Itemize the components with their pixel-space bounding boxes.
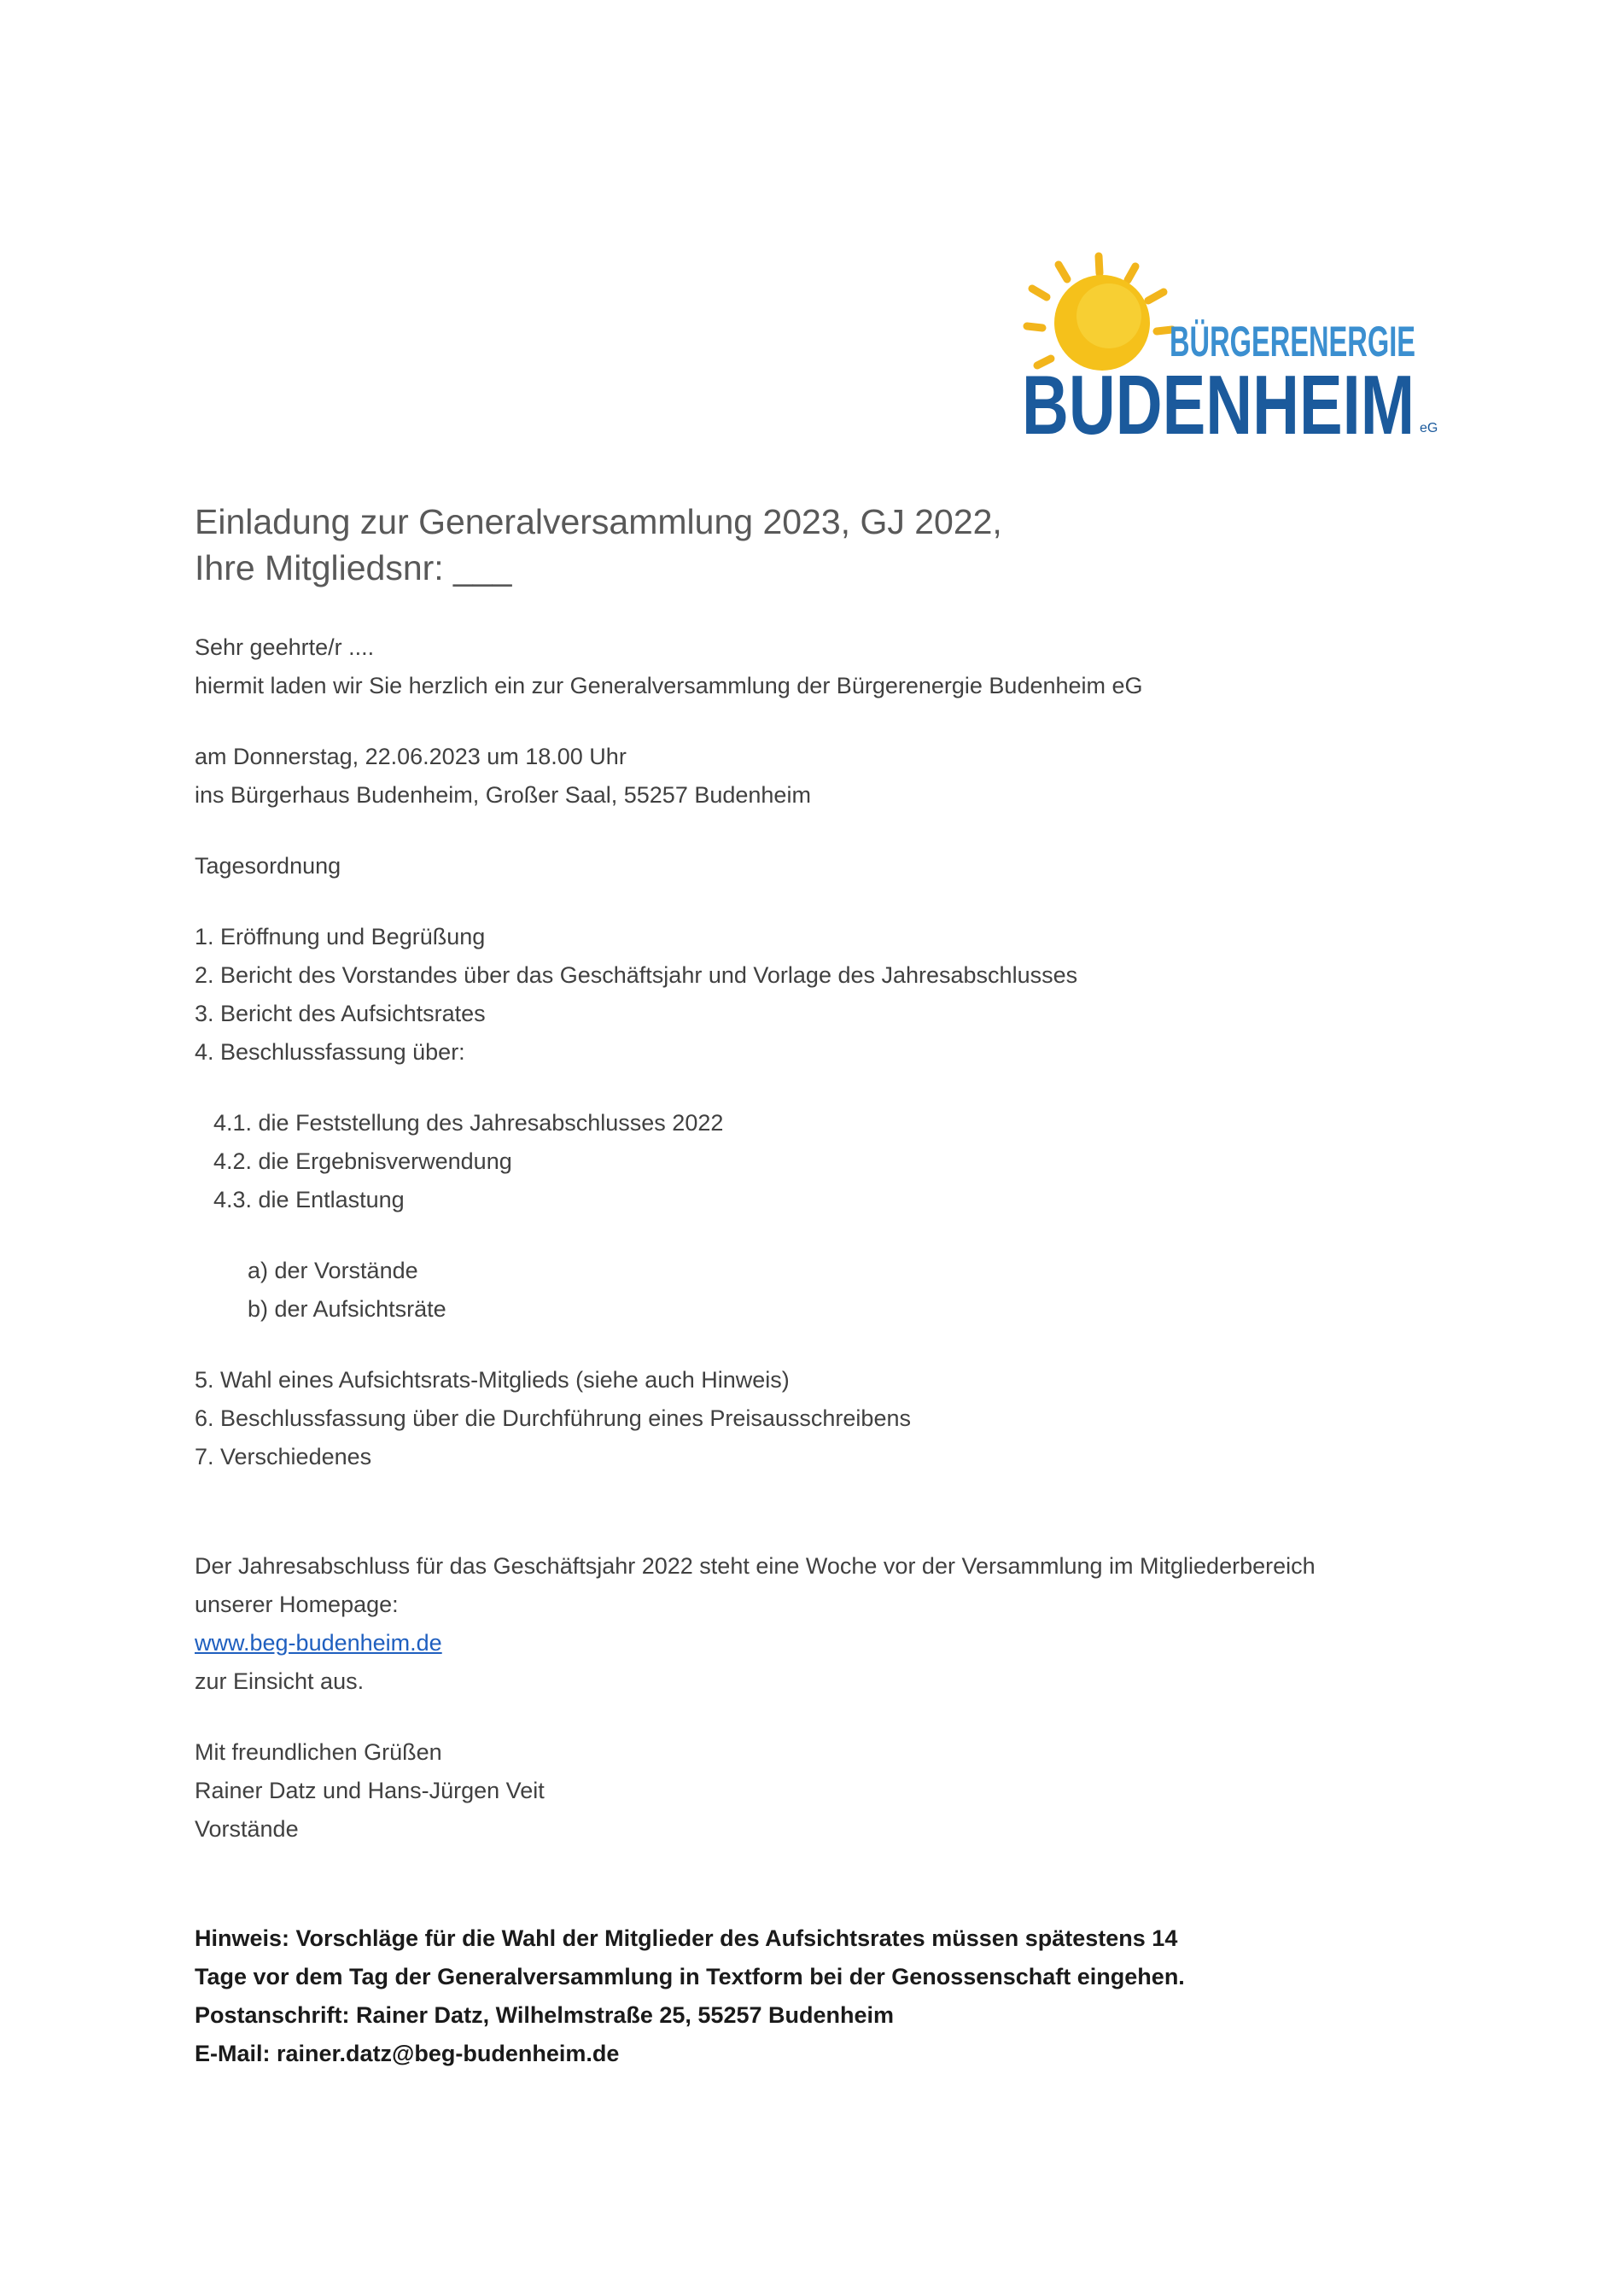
postal-address: Postanschrift: Rainer Datz, Wilhelmstraße 25, 55257 Budenheim — [195, 2002, 895, 2028]
logo-line2: BUDENHEIM — [1022, 358, 1415, 444]
closing-names: Rainer Datz und Hans-Jürgen Veit — [195, 1778, 545, 1803]
logo-line1: BÜRGERENERGIE — [1170, 318, 1415, 365]
agenda-item: 6. Beschlussfassung über die Durchführung eines Preisausschreibens — [195, 1405, 911, 1431]
agenda-item: 5. Wahl eines Aufsichtsrats-Mitglieds (siehe auch Hinweis) — [195, 1367, 790, 1393]
salutation: Sehr geehrte/r .... — [195, 634, 375, 660]
hint-text: Hinweis: Vorschläge für die Wahl der Mitglieder des Aufsichtsrates müssen spätestens 14 — [195, 1925, 1178, 1951]
event-date: am Donnerstag, 22.06.2023 um 18.00 Uhr — [195, 744, 627, 769]
hint-text: Tage vor dem Tag der Generalversammlung in Textform bei der Genossenschaft eingehen. — [195, 1964, 1185, 1989]
intro-text: hiermit laden wir Sie herzlich ein zur Generalversammlung der Bürgerenergie Budenheim eG — [195, 673, 1143, 698]
closing-regards: Mit freundlichen Grüßen — [195, 1739, 442, 1765]
agenda-sub-sub-item: a) der Vorstände — [248, 1258, 418, 1283]
logo-suffix: eG — [1420, 421, 1438, 435]
title-line: Einladung zur Generalversammlung 2023, GJ 2022, — [195, 502, 1002, 541]
agenda-sub-sub-item: b) der Aufsichtsräte — [248, 1296, 446, 1322]
event-location: ins Bürgerhaus Budenheim, Großer Saal, 55257 Budenheim — [195, 782, 811, 808]
agenda-sub-item: 4.3. die Entlastung — [213, 1187, 405, 1212]
logo — [1020, 248, 1447, 444]
agenda-item: 7. Verschiedenes — [195, 1444, 372, 1469]
agenda-heading: Tagesordnung — [195, 853, 341, 879]
agenda-item: 4. Beschlussfassung über: — [195, 1039, 465, 1065]
agenda-item: 1. Eröffnung und Begrüßung — [195, 924, 486, 949]
notice-text: Der Jahresabschluss für das Geschäftsjahr 2022 steht eine Woche vor der Versammlung im Mitgliederbereich — [195, 1553, 1316, 1579]
closing-role: Vorstände — [195, 1816, 299, 1842]
member-number-line: Ihre Mitgliedsnr: ___ — [195, 548, 512, 587]
notice-text: unserer Homepage: — [195, 1592, 399, 1617]
document-title — [195, 499, 1002, 591]
letter-body — [195, 628, 1458, 2073]
homepage-link[interactable]: www.beg-budenheim.de — [195, 1630, 442, 1656]
notice-text: zur Einsicht aus. — [195, 1668, 365, 1694]
email-address: E-Mail: rainer.datz@beg-budenheim.de — [195, 2041, 620, 2066]
agenda-sub-item: 4.1. die Feststellung des Jahresabschlusses 2022 — [213, 1110, 724, 1136]
sun-logo-icon — [1020, 248, 1447, 444]
agenda-item: 3. Bericht des Aufsichtsrates — [195, 1001, 486, 1026]
agenda-item: 2. Bericht des Vorstandes über das Geschäftsjahr und Vorlage des Jahresabschlusses — [195, 962, 1078, 988]
agenda-sub-item: 4.2. die Ergebnisverwendung — [213, 1148, 512, 1174]
